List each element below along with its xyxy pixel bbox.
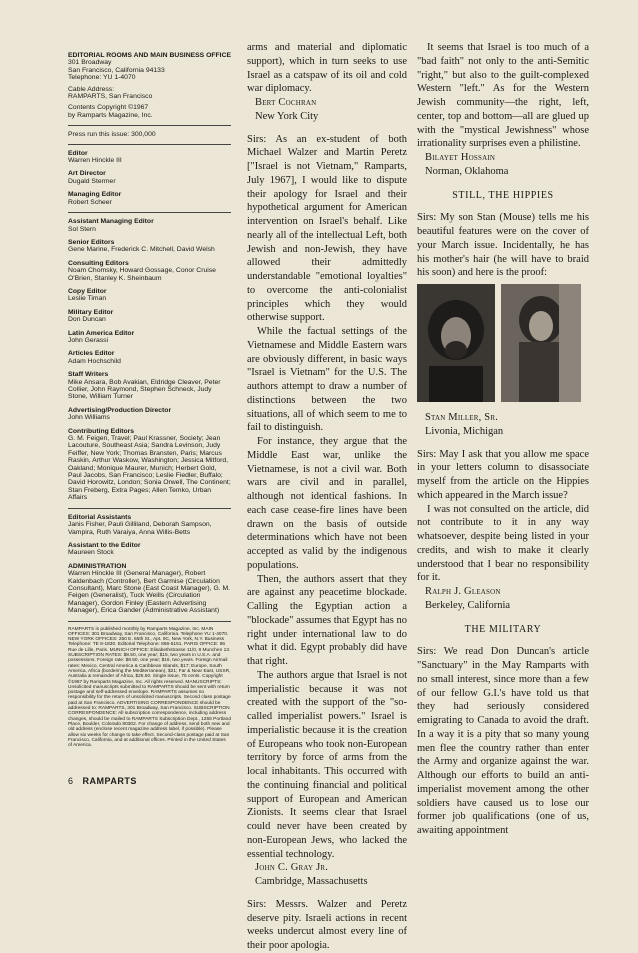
- staff-names: Mike Ansara, Bob Avakian, Eldridge Cleaver, Peter Collier, John Raymond, Stephen Schneck, Judy Stone, William Turner: [68, 378, 221, 401]
- section-heading: STILL, THE HIPPIES: [452, 189, 554, 201]
- letters-column-2: [417, 41, 589, 838]
- staff-latin-america-editor: [68, 330, 231, 345]
- staff-title: Assistant to the Editor: [68, 541, 141, 549]
- staff-assistant-to-editor: [68, 542, 231, 557]
- masthead-divider: [68, 144, 231, 145]
- staff-title: Latin America Editor: [68, 329, 135, 337]
- staff-names: Noam Chomsky, Howard Gossage, Conor Cruise O'Brien, Stanley K. Sheinbaum: [68, 267, 216, 282]
- masthead-divider: [68, 508, 231, 509]
- staff-art-director: [68, 170, 231, 185]
- signature-name: Ralph J. Gleason: [425, 586, 501, 597]
- staff-title: Staff Writers: [68, 371, 109, 379]
- office-heading: EDITORIAL ROOMS AND MAIN BUSINESS OFFICE: [68, 52, 231, 59]
- staff-title: Copy Editor: [68, 287, 107, 295]
- signature-place: Norman, Oklahoma: [425, 165, 509, 177]
- letters-column-1: [247, 41, 407, 953]
- staff-title: Editorial Assistants: [68, 513, 132, 521]
- page-folio: [68, 776, 137, 786]
- staff-title: Articles Editor: [68, 350, 115, 358]
- publication-fine-print: RAMPARTS is published monthly by Ramparts Magazine, Inc. MAIN OFFICES: 301 Broadway, San Francisco, California. Telephone YU 1-4070. NEW YORK OFFICES: 250 E. 65th St., Apt. 9C, New York, N.Y. Business Telephone: TE 8-1830. Editorial Telephone: 866-5151. PARIS OFFICE: 86 Rue de Lille, Paris. MUNICH OFFICE: Elisabethstrasse 11/0, 8 Munchen 13. SUBSCRIPTION RATES: $8.50, one year; $15, two years in U.S.A. and possessions. Foreign rate: $9.50, one year; $16, two years. Foreign Airmail rates: Mexico, Central America & Caribbean Islands, $17; Europe, South America, Africa (bordering the Mediterranean), $21; Far & Near East, USSR, Australia & remainder of Africa, $26.50. Single issue, 75 cents. Copyright ©1967 by Ramparts Magazine, Inc. All rights reserved. MANUSCRIPTS: Unsolicited manuscripts submitted to RAMPARTS should be sent with return postage and self-addressed envelope. RAMPARTS assumes no responsibility for the return of unsolicited manuscripts. Second class postage paid at San Francisco. ADVERTISING CORRESPONDENCE should be addressed to: RAMPARTS, 301 Broadway, San Francisco. SUBSCRIPTION CORRESPONDENCE: All subscription correspondence, including address changes, should be mailed to RAMPARTS Subscription Dept., 1255 Portland Place, Boulder, Colorado 80302. For change of address, send both new and old address (enclose recent magazine address label, if possible). Please allow six weeks for change to take effect. Second-class postage paid at San Francisco, California, and at additional offices. Printed in the United States of America.: [68, 626, 231, 749]
- staff-senior-editors: [68, 239, 231, 254]
- masthead-divider: [68, 621, 231, 622]
- masthead-office: [68, 52, 231, 119]
- staff-title: Managing Editor: [68, 191, 122, 199]
- staff-names: Adam Hochschild: [68, 357, 121, 365]
- staff-names: Dugald Stermer: [68, 177, 116, 185]
- signature-name: Bilayet Hossain: [425, 152, 496, 163]
- office-city: San Francisco, California 94133: [68, 66, 165, 74]
- letter-paragraph: I was not consulted on the article, did not contribute to it in any way whatsoever, despite being listed in your credits, and wish to make it clearly understood that I bear no responsibility for it.: [417, 503, 589, 584]
- photo-portrait-woman: [501, 284, 581, 402]
- masthead-divider: [68, 125, 231, 126]
- letter-paragraph: The authors argue that Israel is not imperialistic because it was not created with the support of the "so-called imperialist powers." Israel is imperialistic because it is the creation of Europeans who took non-European territory by force of arms from the local inhabitants. This occurred with the continuing financial and political support of European and American Zionists. It seems clear that Israel could never have been created by non-European Jews, who lacked the essential technology.: [247, 669, 407, 860]
- signature-place: Livonia, Michigan: [425, 425, 504, 437]
- staff-names: John Gerassi: [68, 336, 109, 344]
- staff-administration: [68, 563, 231, 615]
- staff-names: G. M. Feigen, Travel; Paul Krassner, Society; Jean Lacouture, Southeast Asia; Sandra Levinson, Judy Feiffer, New York; Thomas Bransten, Paris; Marcus Raskin, Arthur Waskow, Washington; Jessica Mitford, Oakland; Monique Maurer, Munich; Herbert Gold, Paul Jacobs, San Francisco; Leslie Fiedler, Buffalo; David Horowitz, London; Sonia Orwell, The Continent; Stan Freberg, Extra Pages; Allen Temko, Urban Affairs: [68, 435, 231, 502]
- office-phone: Telephone: YU 1-4070: [68, 74, 136, 82]
- staff-managing-editor: [68, 191, 231, 206]
- letter-paragraph: Sirs: Messrs. Walzer and Peretz deserve pity. Israeli actions in recent weeks undercut almost every line of their poor apologia.: [247, 898, 407, 951]
- press-run: Press run this issue: 300,000: [68, 131, 156, 139]
- staff-advertising-director: [68, 407, 231, 422]
- staff-title: Senior Editors: [68, 238, 115, 246]
- signature-name: Stan Miller, Sr.: [425, 412, 499, 423]
- letter-paragraph: For instance, they argue that the Middle East war, unlike the Vietnamese, is not a civil war. Both wars are civil and in parallel, although not identical fashions. In each case cease-fire lines have been drawn on the basis of outside determinations which have not been accepted as valid by the indigenous populations.: [247, 436, 407, 571]
- staff-names: Leslie Timan: [68, 295, 107, 303]
- staff-staff-writers: [68, 371, 231, 401]
- staff-title: Contributing Editors: [68, 427, 135, 435]
- staff-names: Sol Stern: [68, 225, 96, 233]
- staff-title: ADMINISTRATION: [68, 562, 127, 570]
- letter-paragraph: While the factual settings of the Vietnamese and Middle Eastern wars are obviously different, in basic ways "Israel is Vietnam" for the U.S. The authors attempt to draw a number of distinctions between the two situations, all of which seem to me to fail to distinguish.: [247, 326, 407, 434]
- signature-name: Bert Cochran: [255, 97, 317, 108]
- staff-military-editor: [68, 309, 231, 324]
- staff-title: Military Editor: [68, 308, 114, 316]
- staff-contributing-editors: [68, 428, 231, 502]
- page-number: 6: [68, 776, 74, 786]
- signature-place: Cambridge, Massachusetts: [255, 876, 368, 887]
- staff-names: Robert Scheer: [68, 198, 112, 206]
- staff-names: John Williams: [68, 414, 110, 422]
- letter-paragraph: Sirs: As an ex-student of both Michael Walzer and Martin Peretz ["Israel is not Vietnam," Ramparts, July 1967], I would like to dispute their apology for Israel and their hypothetical argument for American intervention on Israel's behalf. Like nearly all of the intellectual Left, both Jewish and non-Jewish, they have allowed their admittedly understandable "emotional loyalties" to overcome the anti-colonialist principles which they would otherwise support.: [247, 133, 407, 324]
- copyright-line-1: Contents Copyright ©1967: [68, 104, 149, 112]
- signature-name: John C. Gray Jr.: [255, 862, 329, 874]
- staff-title: Advertising/Production Director: [68, 406, 172, 414]
- photo-portrait-man: [417, 284, 495, 402]
- cable-label: Cable Address:: [68, 85, 115, 93]
- staff-names: Don Duncan: [68, 316, 106, 324]
- staff-names: Maureen Stock: [68, 549, 114, 557]
- signature-place: Berkeley, California: [425, 599, 511, 611]
- section-heading: THE MILITARY: [464, 623, 542, 635]
- signature-place: New York City: [255, 110, 319, 122]
- staff-copy-editor: [68, 288, 231, 303]
- staff-names: Warren Hinckle III (General Manager), Robert Kaldenbach (Controller), Bert Garmise (Circulation Consultant), Marc Stone (East Coast Manager), G. M. Feigen (Generalist), Tuck Weills (Circulation Manager), Gordon Finley (Eastern Advertising Manager), Erica Gander (Administrative Assistant): [68, 570, 231, 615]
- staff-title: Editor: [68, 149, 88, 157]
- masthead: [68, 52, 231, 764]
- staff-title: Art Director: [68, 170, 106, 178]
- letter-paragraph: Sirs: May I ask that you allow me space in your letters column to disassociate myself from the article on the Hippies which appeared in the March issue?: [417, 448, 589, 501]
- photo-pair: [417, 284, 589, 402]
- staff-editor: [68, 150, 231, 165]
- staff-title: Consulting Editors: [68, 259, 129, 267]
- cable-address: RAMPARTS, San Francisco: [68, 93, 153, 101]
- staff-names: Janis Fisher, Pauli Gilliland, Deborah Sampson, Vampira, Ruth Varaiya, Anna Willis-Betts: [68, 521, 212, 536]
- portrait-man-image: [417, 284, 495, 402]
- staff-articles-editor: [68, 350, 231, 365]
- letter-paragraph: Sirs: We read Don Duncan's article "Sanctuary" in the May Ramparts with no small interest, since more than a few of our fellow G.I.'s have told us that they had seriously considered emigrating to Canada to avoid the draft. In a way it is a pity that so many young men flee the country rather than enter the Army and organize against the war. Although our efforts to build an anti-imperialist movement among the other soldiers have caused us to lose our former job qualifications (one of us, awaiting appointment: [417, 646, 589, 836]
- portrait-woman-image: [501, 284, 581, 402]
- letter-paragraph: It seems that Israel is too much of a "bad faith" not only to the anti-Semitic "right," but also to the guilt-complexed Western "left." As for the Western Jewish community—the right, left, center, top and bottom—all are glued up with the "mystical Jewishness" whose irrationality surprises even a philistine.: [417, 42, 589, 150]
- staff-editorial-assistants: [68, 514, 231, 536]
- staff-assistant-managing-editor: [68, 218, 231, 233]
- magazine-name: RAMPARTS: [82, 776, 137, 786]
- staff-names: Gene Marine, Frederick C. Mitchell, David Welsh: [68, 246, 215, 254]
- office-address: 301 Broadway: [68, 59, 112, 67]
- letter-paragraph: Then, the authors assert that they are against any peacetime blockade. Calling the Egyptian action a "blockade" assumes that Egypt has no right under international law to do what it did. Egypt probably did have that right.: [247, 573, 407, 667]
- staff-consulting-editors: [68, 260, 231, 282]
- letter-paragraph: Sirs: My son Stan (Mouse) tells me his beautiful features were on the cover of your March issue. Incidentally, he has his mother's hair (he will have to braid his soon) and here is the proof:: [417, 212, 589, 279]
- masthead-divider: [68, 212, 231, 213]
- copyright-line-2: by Ramparts Magazine, Inc.: [68, 111, 153, 119]
- staff-title: Assistant Managing Editor: [68, 218, 154, 226]
- staff-names: Warren Hinckle III: [68, 157, 122, 165]
- letter-continuation: arms and material and diplomatic support), which in turn seeks to use Israel as a catspaw of its oil and cold war diplomacy.: [247, 42, 407, 95]
